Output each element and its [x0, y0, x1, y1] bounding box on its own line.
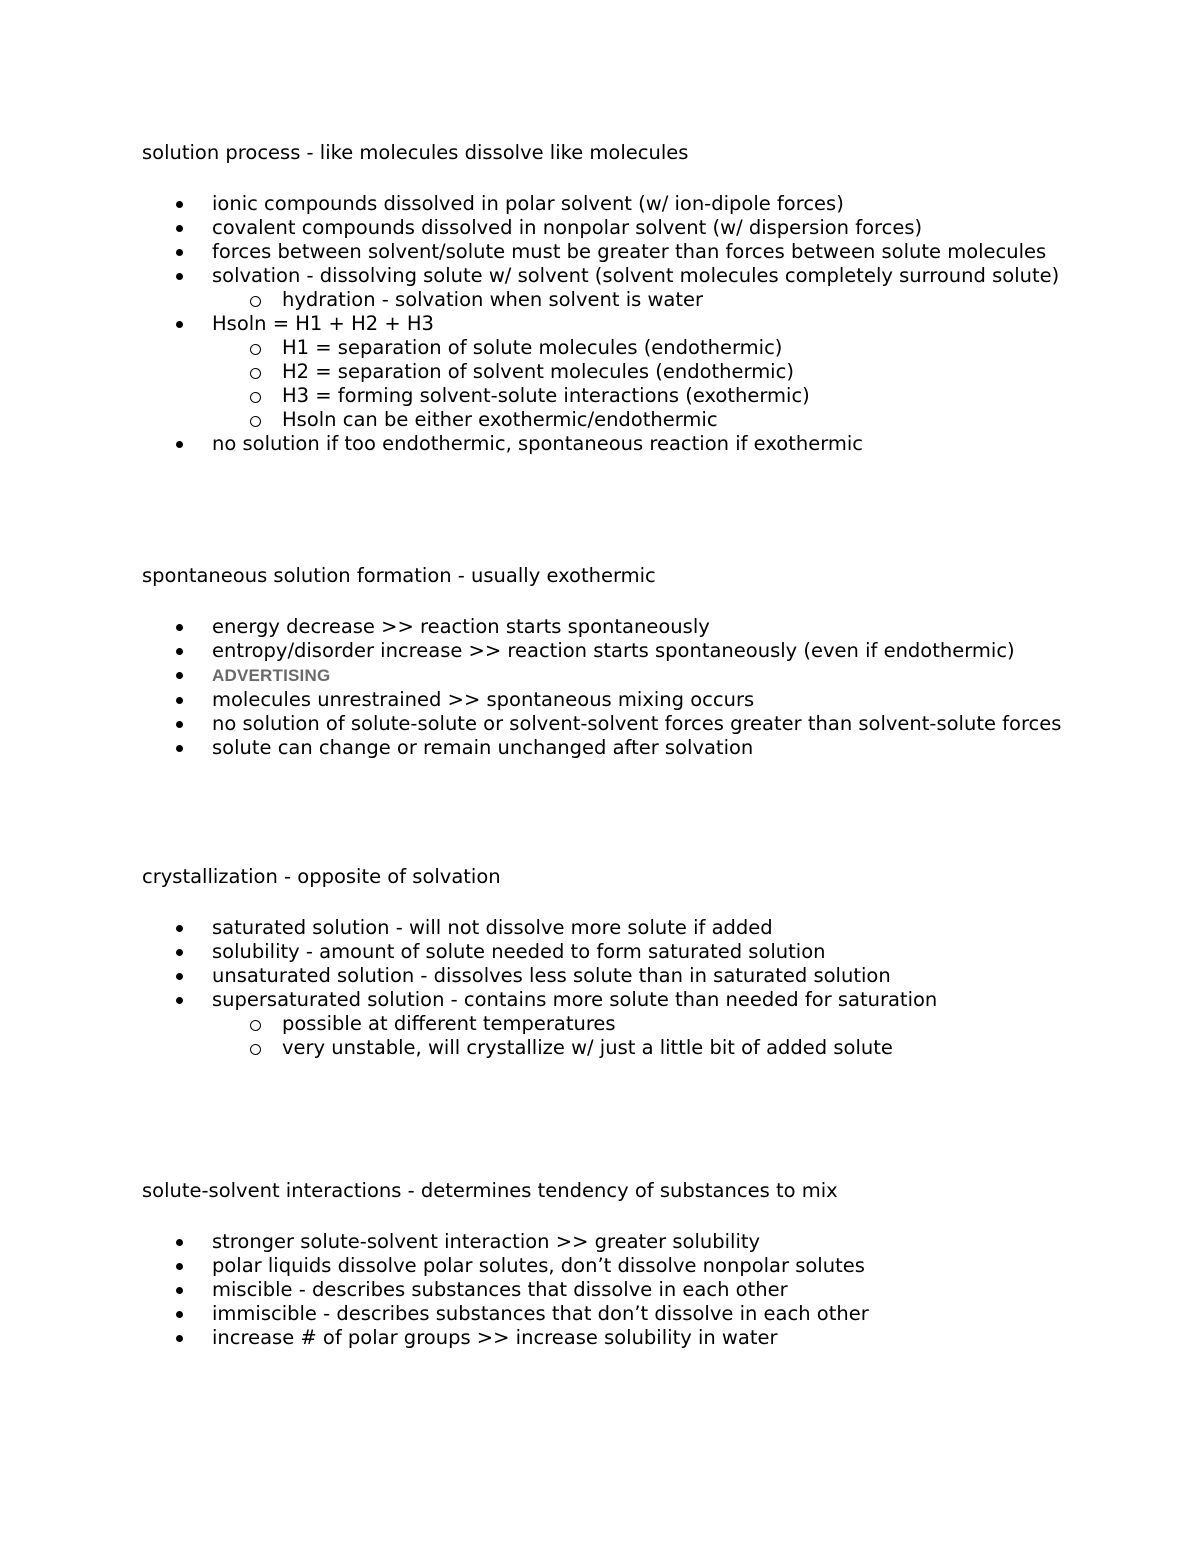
sub-list-item-text: H2 = separation of solvent molecules (endothermic): [282, 360, 794, 383]
section-crystallization: [142, 865, 1062, 1060]
section-solution-process: [142, 141, 1062, 456]
list-item-text: supersaturated solution - contains more solute than needed for saturation: [212, 988, 938, 1011]
list-item: [142, 940, 1062, 964]
list-item-text: solubility - amount of solute needed to form saturated solution: [212, 940, 826, 963]
advertising-label: [142, 663, 1062, 688]
sub-list-item: [142, 384, 1062, 408]
sub-list-item-text: H1 = separation of solute molecules (endothermic): [282, 336, 783, 359]
hollow-bullet-icon: [250, 392, 261, 403]
list-item-text: polar liquids dissolve polar solutes, don’t dissolve nonpolar solutes: [212, 1254, 865, 1277]
list-item-text: increase # of polar groups >> increase solubility in water: [212, 1326, 778, 1349]
list-item: [142, 264, 1062, 312]
list-item-text: unsaturated solution - dissolves less solute than in saturated solution: [212, 964, 891, 987]
list-item-text: molecules unrestrained >> spontaneous mixing occurs: [212, 688, 755, 711]
sub-list-item-text: H3 = forming solvent-solute interactions (exothermic): [282, 384, 810, 407]
sub-list-item: [142, 336, 1062, 360]
list-item: [142, 1326, 1062, 1350]
bullet-icon: [176, 225, 183, 232]
hollow-bullet-icon: [250, 344, 261, 355]
list-item-text: solvation - dissolving solute w/ solvent (solvent molecules completely surround solute): [212, 264, 1060, 287]
sub-list-item: [142, 408, 1062, 432]
sub-list: [212, 1012, 1062, 1060]
list-item-text: covalent compounds dissolved in nonpolar solvent (w/ dispersion forces): [212, 216, 923, 239]
bullet-icon: [176, 1263, 183, 1270]
list-item: [142, 1302, 1062, 1326]
list-item: [142, 916, 1062, 940]
bullet-icon: [176, 1335, 183, 1342]
hollow-bullet-icon: [250, 1020, 261, 1031]
sub-list-item: [142, 360, 1062, 384]
sub-list-item-text: Hsoln can be either exothermic/endothermic: [282, 408, 718, 431]
bullet-list: [142, 916, 1062, 1060]
list-item: [142, 712, 1062, 736]
list-item-text: ionic compounds dissolved in polar solvent (w/ ion-dipole forces): [212, 192, 844, 215]
hollow-bullet-icon: [250, 416, 261, 427]
bullet-list: [142, 615, 1062, 760]
sub-list-item-text: very unstable, will crystallize w/ just a little bit of added solute: [282, 1036, 893, 1059]
list-item-text: entropy/disorder increase >> reaction starts spontaneously (even if endothermic): [212, 639, 1015, 662]
list-item: [142, 432, 1062, 456]
bullet-icon: [176, 745, 183, 752]
bullet-list: [142, 192, 1062, 456]
list-item: [142, 216, 1062, 240]
list-item-text: solute can change or remain unchanged after solvation: [212, 736, 754, 759]
sub-list-item: [142, 1036, 1062, 1060]
list-item-text: immiscible - describes substances that don’t dissolve in each other: [212, 1302, 869, 1325]
hollow-bullet-icon: [250, 1044, 261, 1055]
list-item-text: ADVERTISING: [212, 666, 331, 685]
list-item: [142, 1230, 1062, 1254]
list-item: [142, 964, 1062, 988]
hollow-bullet-icon: [250, 296, 261, 307]
list-item-text: saturated solution - will not dissolve more solute if added: [212, 916, 773, 939]
section-heading: spontaneous solution formation - usually exothermic: [142, 564, 656, 587]
sub-list-item-text: hydration - solvation when solvent is water: [282, 288, 704, 311]
bullet-icon: [176, 321, 183, 328]
bullet-icon: [176, 973, 183, 980]
bullet-icon: [176, 997, 183, 1004]
list-item: [142, 240, 1062, 264]
list-item: [142, 639, 1062, 663]
list-item-text: Hsoln = H1 + H2 + H3: [212, 312, 434, 335]
list-item: [142, 1278, 1062, 1302]
list-item: [142, 688, 1062, 712]
bullet-icon: [176, 648, 183, 655]
list-item: [142, 736, 1062, 760]
bullet-icon: [176, 949, 183, 956]
bullet-icon: [176, 249, 183, 256]
hollow-bullet-icon: [250, 368, 261, 379]
list-item: [142, 988, 1062, 1060]
list-item-text: stronger solute-solvent interaction >> greater solubility: [212, 1230, 761, 1253]
bullet-icon: [176, 721, 183, 728]
sub-list-item-text: possible at different temperatures: [282, 1012, 616, 1035]
bullet-icon: [176, 1239, 183, 1246]
section-heading: crystallization - opposite of solvation: [142, 865, 501, 888]
bullet-icon: [176, 1311, 183, 1318]
list-item: [142, 615, 1062, 639]
sub-list: [212, 336, 1062, 432]
section-solute-solvent-interactions: [142, 1179, 1062, 1350]
list-item: [142, 192, 1062, 216]
bullet-icon: [176, 441, 183, 448]
list-item-text: no solution if too endothermic, spontaneous reaction if exothermic: [212, 432, 864, 455]
bullet-icon: [176, 201, 183, 208]
list-item-text: energy decrease >> reaction starts spontaneously: [212, 615, 710, 638]
section-heading: solute-solvent interactions - determines tendency of substances to mix: [142, 1179, 838, 1202]
sub-list: [212, 288, 1062, 312]
list-item-text: no solution of solute-solute or solvent-solvent forces greater than solvent-solute forces: [212, 712, 1062, 735]
list-item-text: miscible - describes substances that dissolve in each other: [212, 1278, 788, 1301]
bullet-icon: [176, 925, 183, 932]
list-item: [142, 312, 1062, 432]
bullet-list: [142, 1230, 1062, 1350]
bullet-icon: [176, 273, 183, 280]
bullet-icon: [176, 624, 183, 631]
section-spontaneous-formation: [142, 564, 1062, 760]
bullet-icon: [176, 1287, 183, 1294]
list-item-text: forces between solvent/solute must be greater than forces between solute molecules: [212, 240, 1047, 263]
bullet-icon: [176, 672, 183, 679]
sub-list-item: [142, 1012, 1062, 1036]
sub-list-item: [142, 288, 1062, 312]
list-item: [142, 1254, 1062, 1278]
section-heading: solution process - like molecules dissolve like molecules: [142, 141, 689, 164]
bullet-icon: [176, 697, 183, 704]
